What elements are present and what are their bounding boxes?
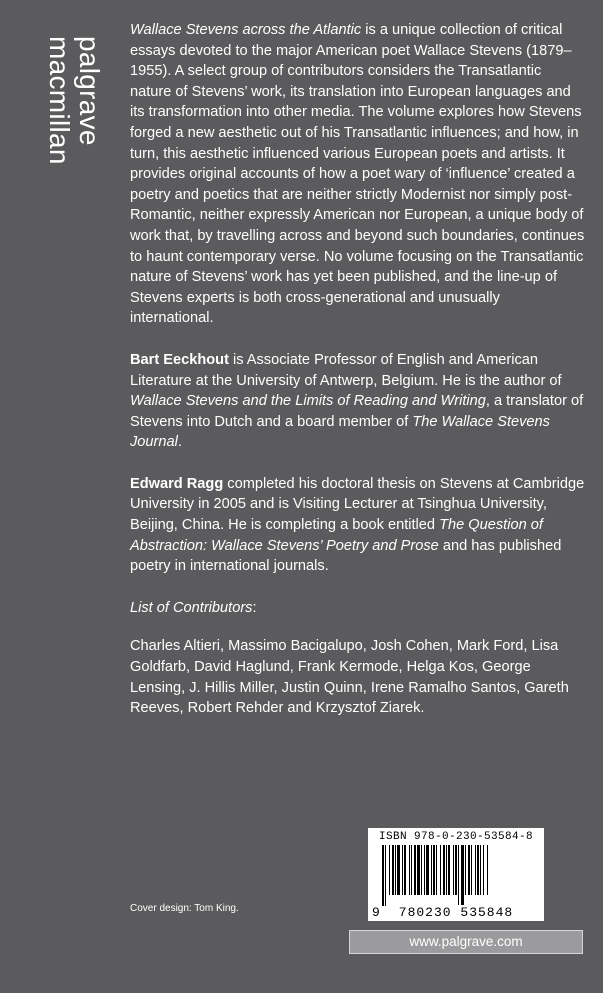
- back-cover-text: [130, 20, 585, 740]
- description-text: is a unique collection of critical essays devoted to the major American poet Wallace Stevens (1879–1955). A select group of contributors considers the Transatlantic nature of Stevens’ work, its translation into European languages and its transformation into other media. The volume explores how Stevens forged a new aesthetic out of his Transatlantic influences; and how, in turn, this aesthetic influenced various European poets and artists. It provides original accounts of how a poet wary of ‘influence’ created a poetry and poetics that are neither strictly Modernist nor simply post-Romantic, neither expressly American nor European, a unique body of work that, by travelling across and beyond such boundaries, continues to haunt contemporary verse. No volume focusing on the Transatlantic nature of Stevens’ work has yet been published, and the line-up of Stevens experts is both cross-generational and unusually international.: [130, 22, 585, 327]
- barcode-digits: 780230 535848: [398, 905, 514, 920]
- book-title: Wallace Stevens across the Atlantic: [130, 22, 362, 38]
- isbn-barcode: [368, 828, 544, 921]
- editor-bio-ragg: Edward Ragg completed his doctoral thesis on Stevens at Cambridge University in 2005 and is Visiting Lecturer at Tsinghua University, Beijing, China. He is completing a book entitled The Question of Abstraction: Wallace Stevens’ Poetry and Prose and has published poetry in international journals.: [130, 475, 585, 575]
- barcode-lead-digit: 9: [372, 905, 380, 920]
- journal-title: The Wallace Stevens Journal: [130, 413, 550, 451]
- logo-line-macmillan: macmillan: [44, 36, 75, 165]
- cover-design-credit: Cover design: Tom King.: [130, 903, 239, 914]
- book-description: [130, 20, 585, 329]
- editor-book-title: The Question of Abstraction: Wallace Stevens’ Poetry and Prose: [130, 517, 543, 554]
- editor-name: Edward Ragg: [130, 475, 224, 492]
- logo-line-palgrave: palgrave: [74, 36, 105, 146]
- barcode-bars: [382, 845, 536, 906]
- contributors-heading: List of Contributors:: [130, 599, 257, 616]
- editor-bio-eeckhout: Bart Eeckhout is Associate Professor of English and American Literature at the University of Antwerp, Belgium. He is the author of Wallace Stevens and the Limits of Reading and Writing, a translator of Stevens into Dutch and a board member of The Wallace Stevens Journal.: [130, 351, 584, 451]
- contributors-list: Charles Altieri, Massimo Bacigalupo, Josh Cohen, Mark Ford, Lisa Goldfarb, David Haglund, Frank Kermode, Helga Kos, George Lensing, J. Hillis Miller, Justin Quinn, Irene Ramalho Santos, Gareth Reeves, Robert Rehder and Krzysztof Ziarek.: [130, 638, 569, 717]
- editor-name: Bart Eeckhout: [130, 351, 229, 368]
- website-url: www.palgrave.com: [349, 930, 583, 954]
- isbn-label: ISBN 978-0-230-53584-8: [378, 831, 534, 843]
- publisher-logo: [38, 36, 104, 186]
- editor-book-title: Wallace Stevens and the Limits of Reading and Writing: [130, 393, 486, 410]
